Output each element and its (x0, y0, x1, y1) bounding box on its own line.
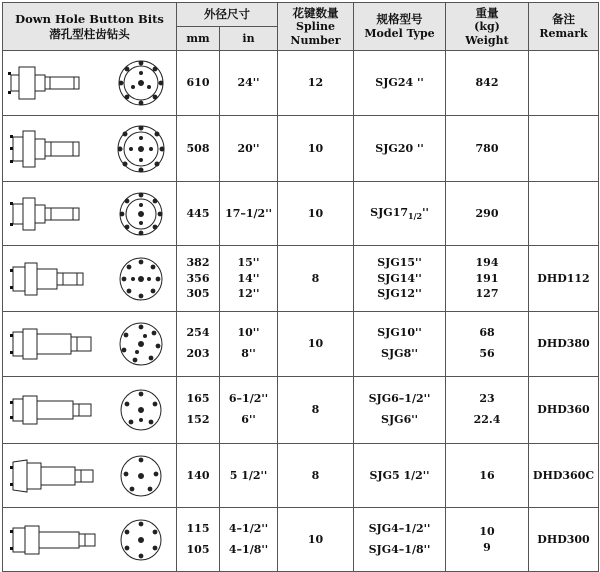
header-weight-unit: (kg) (474, 19, 500, 33)
model-value: SJG8'' (381, 347, 418, 360)
cell-in (220, 246, 278, 312)
header-model-cn: 规格型号 (376, 12, 423, 27)
model-value: SJG5 1/2'' (369, 468, 430, 482)
cell-mm (177, 377, 220, 444)
model-value: SJG10'' (377, 326, 422, 340)
cell-in (220, 116, 278, 182)
bit-side-view (10, 198, 79, 230)
table-row (3, 246, 599, 312)
cell-remark: DHD300 (529, 508, 599, 572)
model-value: SJG6–1/2'' (368, 392, 431, 406)
header-spline (278, 3, 354, 51)
cell-weight (446, 182, 529, 246)
mm-value: 382 (186, 255, 210, 269)
header-product-cn: 潜孔型柱齿钻头 (49, 26, 130, 41)
model-sub: 1/2 (408, 210, 423, 221)
cell-remark (529, 51, 599, 116)
bit-face-view (121, 456, 161, 496)
cell-mm (177, 182, 220, 246)
bit-drawing (5, 380, 175, 440)
cell-remark (529, 116, 599, 182)
cell-in (220, 182, 278, 246)
weight-value: 10 (479, 524, 495, 538)
cell-weight (446, 246, 529, 312)
bit-drawing (5, 249, 175, 309)
bit-side-view (10, 526, 95, 554)
bit-spec-table (2, 2, 599, 572)
cell-model (354, 377, 446, 444)
bit-drawing (5, 53, 175, 113)
model-value: SJG15'' (377, 255, 422, 269)
cell-mm (177, 246, 220, 312)
bit-side-view (10, 131, 79, 167)
cell-weight (446, 444, 529, 508)
bit-face-view (120, 258, 162, 300)
cell-spline: 12 (278, 51, 354, 116)
in-value: 8'' (241, 347, 256, 360)
weight-value: 191 (475, 271, 499, 285)
in-value: 10'' (237, 326, 260, 340)
bit-side-view (10, 263, 83, 295)
weight-value: 780 (475, 141, 499, 155)
cell-weight (446, 508, 529, 572)
header-model-en: Model Type (364, 26, 435, 40)
cell-in (220, 444, 278, 508)
model-value: SJG14'' (377, 271, 422, 285)
bit-drawing (5, 184, 175, 244)
header-remark (529, 3, 599, 51)
model-value: SJG4–1/2'' (368, 521, 431, 535)
table-row (3, 508, 599, 572)
in-value: 4–1/2'' (228, 521, 269, 535)
bit-face-view (120, 323, 162, 365)
mm-value: 254 (186, 326, 210, 340)
cell-spline: 10 (278, 116, 354, 182)
cell-weight (446, 377, 529, 444)
model-value: SJG20 '' (375, 141, 424, 155)
model-value: SJG6'' (381, 413, 418, 426)
bit-drawing-cell (3, 444, 177, 508)
table-row (3, 182, 599, 246)
header-product-en: Down Hole Button Bits (15, 12, 164, 27)
table-row (3, 116, 599, 182)
weight-value: 9 (483, 540, 491, 554)
cell-spline: 8 (278, 377, 354, 444)
cell-spline: 8 (278, 246, 354, 312)
bit-drawing-cell (3, 116, 177, 182)
bit-face-view (118, 61, 163, 106)
cell-in (220, 51, 278, 116)
mm-value: 165 (186, 392, 210, 406)
cell-remark: DHD380 (529, 312, 599, 377)
cell-model (354, 51, 446, 116)
in-value: 6'' (241, 413, 256, 426)
header-spline-en-2: Number (290, 33, 341, 47)
mm-value: 445 (186, 206, 210, 220)
table-row (3, 312, 599, 377)
model-main: SJG17 (370, 205, 409, 219)
cell-mm (177, 508, 220, 572)
cell-in (220, 508, 278, 572)
weight-value: 68 (479, 326, 495, 340)
header-weight (446, 3, 529, 51)
header-remark-cn: 备注 (552, 12, 575, 27)
cell-model (354, 508, 446, 572)
bit-drawing (5, 314, 175, 374)
in-value: 12'' (237, 287, 260, 301)
bit-drawing-cell (3, 246, 177, 312)
cell-spline: 10 (278, 508, 354, 572)
bit-drawing (5, 119, 175, 179)
bit-side-view (8, 67, 79, 99)
cell-in (220, 312, 278, 377)
model-tail: '' (422, 205, 429, 219)
header-product (3, 3, 177, 51)
bit-drawing (5, 446, 175, 506)
cell-model (354, 246, 446, 312)
in-value: 20'' (237, 141, 260, 155)
mm-value: 508 (186, 141, 210, 155)
cell-model (354, 444, 446, 508)
in-value: 6–1/2'' (228, 392, 269, 406)
model-value: SJG24 '' (375, 76, 424, 90)
mm-value: 152 (186, 413, 210, 426)
bit-drawing-cell (3, 182, 177, 246)
header-spline-en-1: Spline (296, 19, 335, 33)
in-value: 24'' (237, 76, 260, 90)
model-value: SJG4–1/8'' (368, 542, 431, 556)
weight-value: 56 (479, 347, 495, 360)
mm-value: 140 (186, 468, 210, 482)
weight-value: 194 (475, 255, 499, 269)
header-unit-in: in (220, 27, 278, 51)
header-unit-mm: mm (177, 27, 220, 51)
mm-value: 356 (186, 271, 210, 285)
bit-face-view (121, 390, 161, 430)
mm-value: 105 (186, 542, 210, 556)
cell-remark: DHD360C (529, 444, 599, 508)
bit-side-view (10, 396, 91, 424)
weight-value: 842 (475, 76, 499, 90)
weight-value: 127 (475, 287, 499, 301)
cell-mm (177, 444, 220, 508)
header-spline-cn: 花键数量 (292, 5, 339, 20)
bit-face-view (117, 125, 164, 172)
cell-model (354, 182, 446, 246)
cell-remark: DHD360 (529, 377, 599, 444)
cell-mm (177, 51, 220, 116)
cell-weight (446, 312, 529, 377)
weight-value: 23 (479, 392, 495, 406)
header-remark-en: Remark (539, 26, 588, 40)
header-model (354, 3, 446, 51)
cell-model (354, 312, 446, 377)
cell-spline: 10 (278, 182, 354, 246)
cell-spline: 8 (278, 444, 354, 508)
mm-value: 610 (186, 76, 210, 90)
weight-value: 22.4 (473, 413, 501, 426)
model-value (354, 205, 445, 223)
mm-value: 203 (186, 347, 210, 360)
in-value: 15'' (237, 255, 260, 269)
cell-mm (177, 116, 220, 182)
bit-face-view (121, 520, 161, 560)
mm-value: 115 (186, 521, 210, 535)
mm-value: 305 (186, 287, 210, 301)
bit-side-view (10, 460, 93, 492)
in-value: 17–1/2'' (225, 206, 272, 220)
cell-in (220, 377, 278, 444)
cell-mm (177, 312, 220, 377)
weight-value: 290 (475, 206, 499, 220)
cell-remark: DHD112 (529, 246, 599, 312)
bit-drawing-cell (3, 51, 177, 116)
weight-value: 16 (479, 468, 495, 482)
cell-weight (446, 51, 529, 116)
bit-drawing-cell (3, 312, 177, 377)
table-row (3, 377, 599, 444)
bit-drawing-cell (3, 377, 177, 444)
cell-model (354, 116, 446, 182)
cell-weight (446, 116, 529, 182)
model-value: SJG12'' (377, 287, 422, 301)
cell-spline: 10 (278, 312, 354, 377)
bit-drawing-cell (3, 508, 177, 572)
header-weight-cn: 重量 (475, 5, 499, 20)
header-weight-en: Weight (465, 33, 509, 47)
header-diameter (177, 3, 278, 27)
header-diameter-cn: 外径尺寸 (204, 7, 250, 22)
bit-face-view (119, 192, 162, 235)
bit-side-view (10, 329, 91, 359)
in-value: 14'' (237, 271, 260, 285)
table-row (3, 444, 599, 508)
bit-drawing (5, 510, 175, 570)
in-value: 4–1/8'' (228, 542, 269, 556)
in-value: 5 1/2'' (229, 468, 268, 482)
table-row (3, 51, 599, 116)
cell-remark (529, 182, 599, 246)
